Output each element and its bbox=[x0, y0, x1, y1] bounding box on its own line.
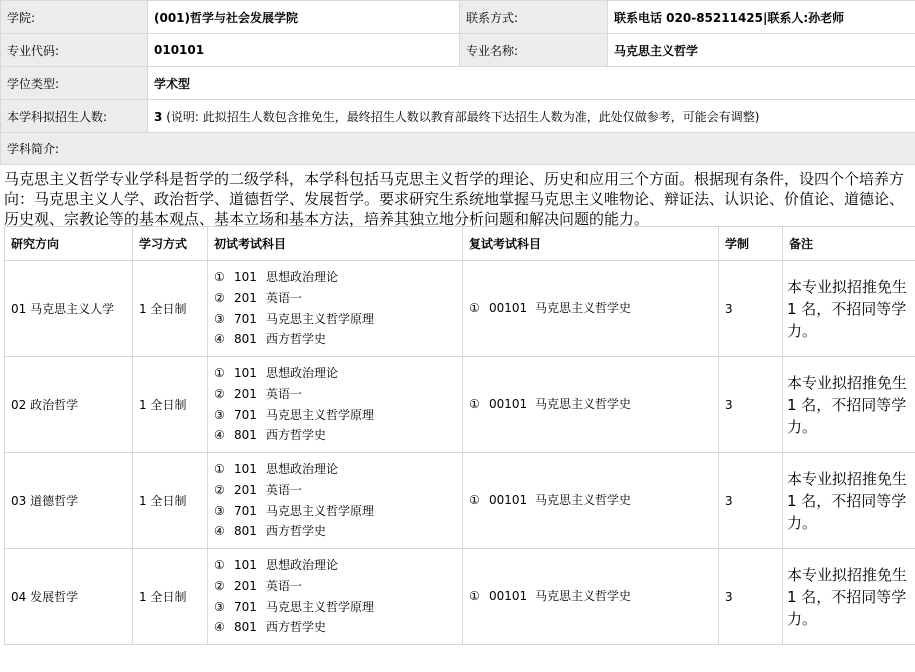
info-row-major bbox=[1, 34, 915, 67]
header-direction: 研究方向 bbox=[5, 227, 133, 261]
header-years: 学制 bbox=[719, 227, 783, 261]
degree-type-label: 学位类型: bbox=[1, 67, 148, 100]
enroll-number: 3 bbox=[154, 109, 163, 124]
table-header-row bbox=[5, 227, 915, 261]
contact-label: 联系方式: bbox=[460, 1, 608, 34]
note-text: 本专业拟招推免生 1 名，不招同等学力。 bbox=[787, 277, 908, 340]
header-retest: 复试考试科目 bbox=[463, 227, 719, 261]
retest-cell bbox=[463, 357, 719, 453]
retest-subject: ① 00101 马克思主义哲学史 bbox=[469, 301, 632, 316]
enroll-note: (说明: 此拟招生人数包含推免生，最终招生人数以教育部最终下达招生人数为准，此处仅做参考，可能会有调整) bbox=[166, 109, 760, 124]
note-text: 本专业拟招推免生 1 名，不招同等学力。 bbox=[787, 373, 908, 436]
school-value: (001)哲学与社会发展学院 bbox=[148, 1, 460, 34]
contact-value: 联系电话 020-85211425|联系人:孙老师 bbox=[608, 1, 915, 34]
prelim-subject: ① 101 思想政治理论 bbox=[214, 462, 339, 477]
prelim-subject: ③ 701 马克思主义哲学原理 bbox=[214, 407, 375, 422]
info-row-enroll bbox=[1, 100, 915, 133]
mode-cell: 1 全日制 bbox=[133, 261, 208, 357]
info-row-intro bbox=[1, 133, 915, 165]
prelim-subject: ③ 701 马克思主义哲学原理 bbox=[214, 503, 375, 518]
prelim-subject: ② 201 英语一 bbox=[214, 290, 303, 305]
table-row bbox=[5, 453, 915, 549]
intro-text: 马克思主义哲学专业学科是哲学的二级学科，本学科包括马克思主义哲学的理论、历史和应用三个方面。根据现有条件，设四个个培养方向：马克思主义人学、政治哲学、道德哲学、发展哲学。要求研究生系统地掌握马克思主义唯物论、辩证法、认识论、价值论、道德论、历史观、宗教论等的基本观点、基本立场和基本方法，培养其独立地分析问题和解决问题的能力。 bbox=[4, 170, 905, 228]
mode-cell: 1 全日制 bbox=[133, 357, 208, 453]
header-prelim: 初试考试科目 bbox=[208, 227, 463, 261]
major-code-label: 专业代码: bbox=[1, 34, 148, 67]
years-cell: 3 bbox=[719, 357, 783, 453]
header-note: 备注 bbox=[783, 227, 915, 261]
retest-cell bbox=[463, 453, 719, 549]
prelim-subject: ① 101 思想政治理论 bbox=[214, 366, 339, 381]
retest-subject: ① 00101 马克思主义哲学史 bbox=[469, 589, 632, 604]
prelim-subject: ③ 701 马克思主义哲学原理 bbox=[214, 311, 375, 326]
enroll-value bbox=[148, 100, 915, 133]
prelim-cell bbox=[208, 549, 463, 645]
prelim-subject: ④ 801 西方哲学史 bbox=[214, 620, 327, 635]
retest-cell bbox=[463, 261, 719, 357]
mode-cell: 1 全日制 bbox=[133, 453, 208, 549]
table-row bbox=[5, 549, 915, 645]
table-row bbox=[5, 357, 915, 453]
degree-type-value: 学术型 bbox=[148, 67, 915, 100]
retest-subject: ① 00101 马克思主义哲学史 bbox=[469, 397, 632, 412]
info-row-degree bbox=[1, 67, 915, 100]
research-direction-table bbox=[4, 226, 915, 645]
note-cell bbox=[783, 357, 915, 453]
retest-cell bbox=[463, 549, 719, 645]
note-cell bbox=[783, 549, 915, 645]
prelim-subject: ④ 801 西方哲学史 bbox=[214, 332, 327, 347]
note-cell bbox=[783, 261, 915, 357]
direction-cell: 01 马克思主义人学 bbox=[5, 261, 133, 357]
school-label: 学院: bbox=[1, 1, 148, 34]
prelim-subject: ② 201 英语一 bbox=[214, 386, 303, 401]
prelim-subject: ② 201 英语一 bbox=[214, 578, 303, 593]
major-name-value: 马克思主义哲学 bbox=[608, 34, 915, 67]
major-name-label: 专业名称: bbox=[460, 34, 608, 67]
years-cell: 3 bbox=[719, 453, 783, 549]
table-row bbox=[5, 261, 915, 357]
note-cell bbox=[783, 453, 915, 549]
direction-cell: 04 发展哲学 bbox=[5, 549, 133, 645]
prelim-subject: ② 201 英语一 bbox=[214, 482, 303, 497]
enroll-label: 本学科拟招生人数: bbox=[1, 100, 148, 133]
info-row-school bbox=[1, 1, 915, 34]
direction-cell: 02 政治哲学 bbox=[5, 357, 133, 453]
retest-subject: ① 00101 马克思主义哲学史 bbox=[469, 493, 632, 508]
years-cell: 3 bbox=[719, 549, 783, 645]
years-cell: 3 bbox=[719, 261, 783, 357]
intro-label: 学科简介: bbox=[1, 133, 915, 165]
prelim-subject: ③ 701 马克思主义哲学原理 bbox=[214, 599, 375, 614]
major-info-table bbox=[0, 0, 915, 165]
prelim-cell bbox=[208, 453, 463, 549]
prelim-subject: ④ 801 西方哲学史 bbox=[214, 524, 327, 539]
mode-cell: 1 全日制 bbox=[133, 549, 208, 645]
note-text: 本专业拟招推免生 1 名，不招同等学力。 bbox=[787, 469, 908, 532]
prelim-cell bbox=[208, 261, 463, 357]
prelim-subject: ④ 801 西方哲学史 bbox=[214, 428, 327, 443]
prelim-subject: ① 101 思想政治理论 bbox=[214, 558, 339, 573]
prelim-subject: ① 101 思想政治理论 bbox=[214, 270, 339, 285]
header-mode: 学习方式 bbox=[133, 227, 208, 261]
prelim-cell bbox=[208, 357, 463, 453]
major-code-value: 010101 bbox=[148, 34, 460, 67]
direction-cell: 03 道德哲学 bbox=[5, 453, 133, 549]
note-text: 本专业拟招推免生 1 名，不招同等学力。 bbox=[787, 565, 908, 628]
